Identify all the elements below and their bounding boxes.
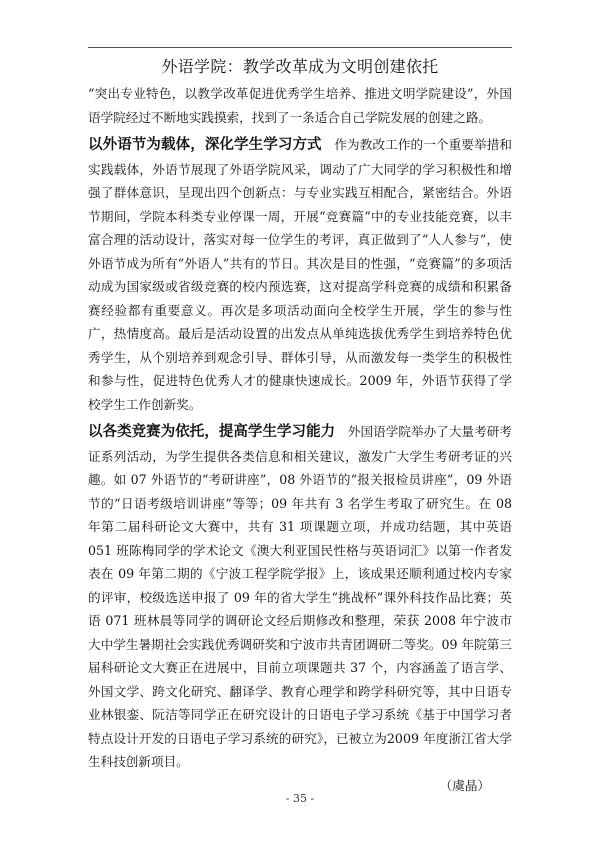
section-1-heading: 以外语节为载体，深化学生学习方式: [88, 137, 322, 153]
author-byline: （虞晶）: [439, 777, 490, 793]
page-number: - 35 -: [285, 792, 315, 805]
article-title: 外语学院：教学改革成为文明创建依托: [161, 57, 439, 76]
section-2-paragraph: [88, 420, 512, 774]
section-2-heading: 以各类竞赛为依托，提高学生学习能力: [88, 424, 336, 440]
intro-paragraph: “突出专业特色，以教学改革促进优秀学生培养、推进文明学院建设”，外国语学院经过不断地实践摸索，找到了一条适合自己学院发展的创建之路。: [88, 86, 512, 125]
header-rule: [88, 47, 512, 48]
section-2-text: 外国语学院举办了大量考研考证系列活动，为学生提供各类信息和相关建议，激发广大学生考研考证的兴趣。如 07 外语节的“考研讲座”，08 外语节的“报关报检员讲座”，09 外语节的“日语考级培训讲座”等等；09 年共有 3 名学生考取了研究生。在 08 年第二届科研论文大赛中，共有 31 项课题立项，并成功结题，其中英语 051 班陈梅同学的学术论文《澳大利亚国民性格与英语词汇》以第一作者发表在 09 年第二期的《宁波工程学院学报》上，该成果还顺利通过校内专家的评审，校级选送申报了 09 年的省大学生“挑战杯”课外科技作品比赛；英语 071 班林晨等同学的调研论文经后期修改和整理，荣获 2008 年宁波市大中学生暑期社会实践优秀调研奖和宁波市共青团调研二等奖。09 年院第三届科研论文大赛正在进展中，目前立项课题共 37 个，内容涵盖了语言学、外国文学、跨文化研究、翻译学、教育心理学和跨学科研究等，其中日语专业林银銮、阮洁等同学正在研究设计的日语电子学习系统《基于中国学习者特点设计开发的日语电子学习系统的研究》，已被立为2009 年度浙江省大学生科技创新项目。: [88, 424, 512, 769]
section-1-paragraph: [88, 133, 512, 416]
section-1-text: 作为教改工作的一个重要举措和实践载体，外语节展现了外语学院风采，调动了广大同学的学习积极性和增强了群体意识，呈现出四个创新点：与专业实践互相配合，紧密结合。外语节期间，学院本科类专业停课一周，开展“竞赛篇”中的专业技能竞赛，以丰富合理的活动设计，落实对每一位学生的考评，真正做到了“人人参与”，使外语节成为所有“外语人”共有的节日。其次是目的性强，“竞赛篇”的多项活动成为国家级或省级竞赛的校内预选赛，这对提高学科竞赛的成绩和积累备赛经验都有重要意义。再次是多项活动面向全校学生开展，学生的参与性广，热情度高。最后是活动设置的出发点从单纯选拔优秀学生到培养特色优秀学生，从个别培养到观念引导、群体引导，从而激发每一类学生的积极性和参与性，促进特色优秀人才的健康快速成长。2009 年，外语节获得了学校学生工作创新奖。: [88, 137, 513, 412]
article-body: [88, 82, 512, 797]
